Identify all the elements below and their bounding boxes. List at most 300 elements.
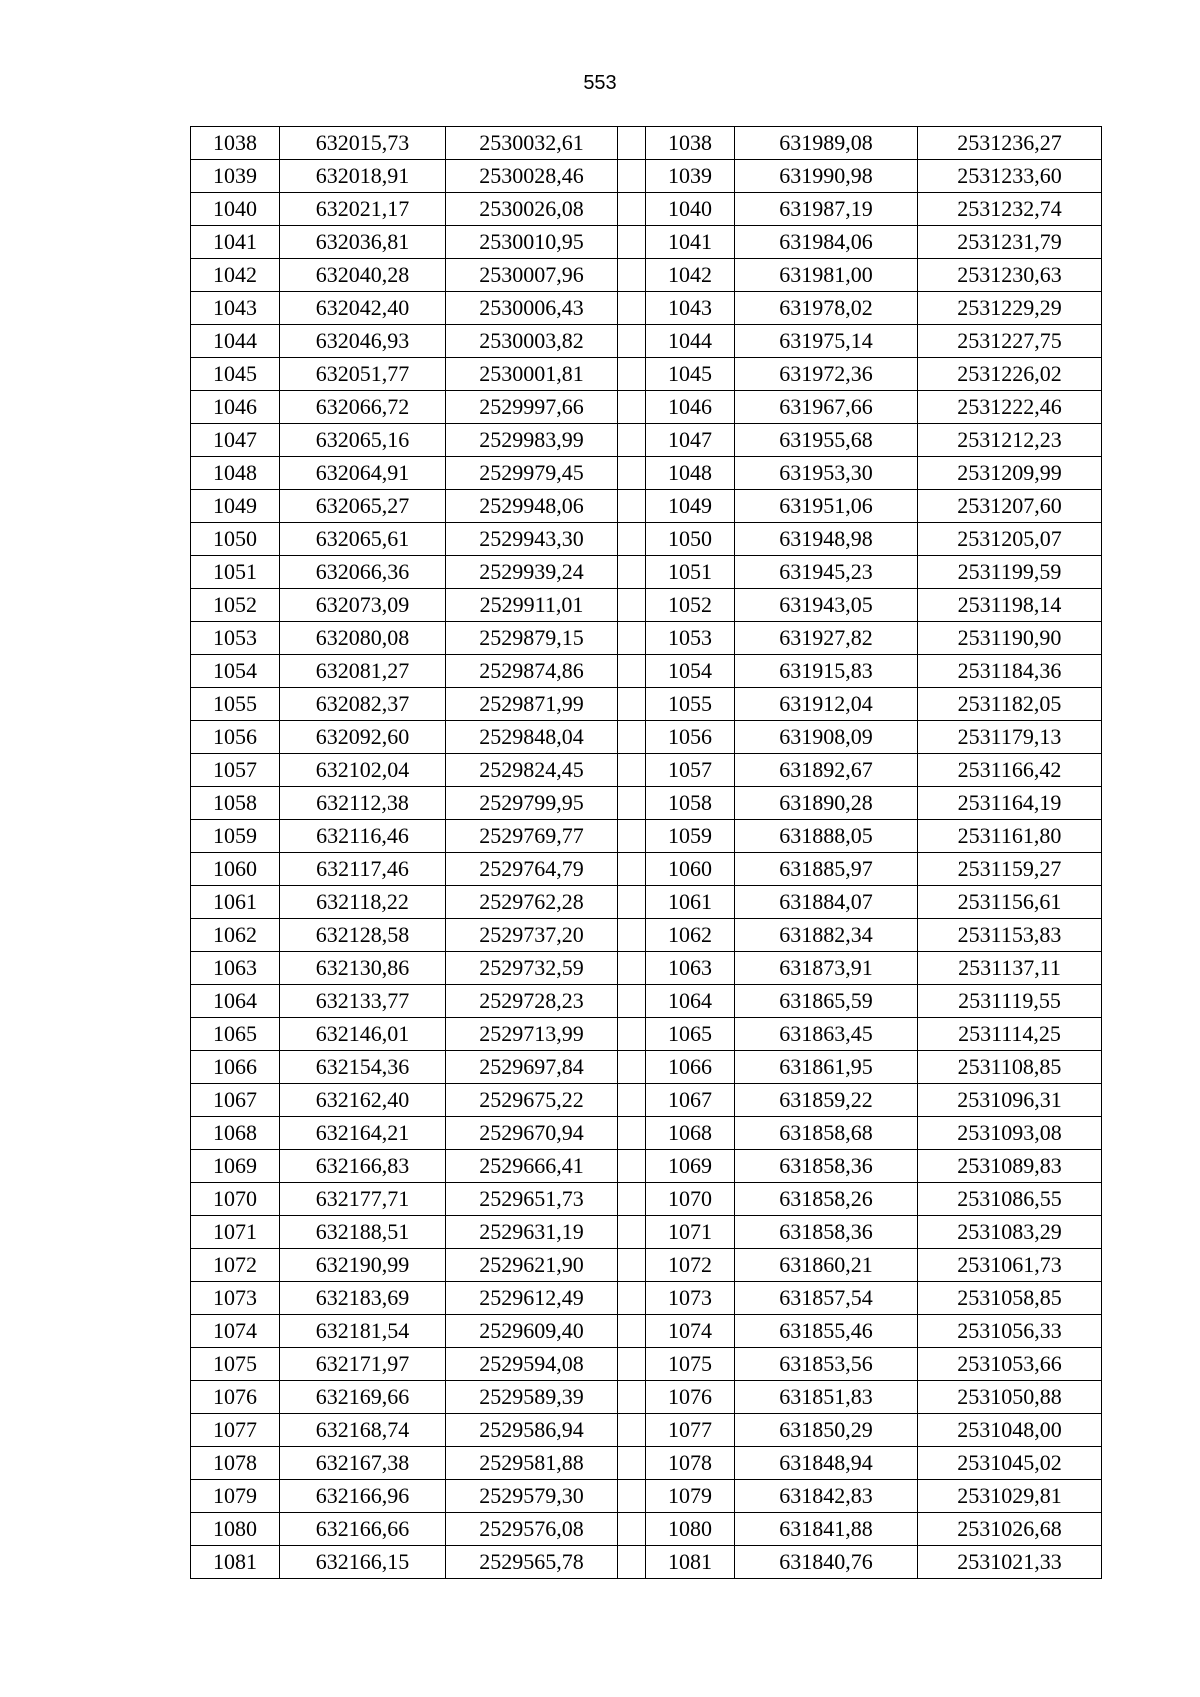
separator-cell: [618, 193, 646, 226]
right-y-coordinate-cell: 2531114,25: [918, 1018, 1102, 1051]
left-point-number-cell: 1047: [191, 424, 280, 457]
right-point-number-cell: 1058: [646, 787, 735, 820]
right-y-coordinate-cell: 2531236,27: [918, 127, 1102, 160]
left-point-number-cell: 1071: [191, 1216, 280, 1249]
right-point-number-cell: 1071: [646, 1216, 735, 1249]
left-x-coordinate-cell: 632183,69: [280, 1282, 446, 1315]
right-x-coordinate-cell: 631882,34: [735, 919, 918, 952]
left-point-number-cell: 1072: [191, 1249, 280, 1282]
table-row: [191, 358, 1102, 391]
left-point-number-cell: 1049: [191, 490, 280, 523]
right-x-coordinate-cell: 631865,59: [735, 985, 918, 1018]
coordinates-table-body: [191, 127, 1102, 1579]
left-point-number-cell: 1078: [191, 1447, 280, 1480]
table-row: [191, 688, 1102, 721]
table-row: [191, 1546, 1102, 1579]
left-point-number-cell: 1074: [191, 1315, 280, 1348]
table-row: [191, 259, 1102, 292]
right-y-coordinate-cell: 2531153,83: [918, 919, 1102, 952]
right-y-coordinate-cell: 2531231,79: [918, 226, 1102, 259]
right-y-coordinate-cell: 2531164,19: [918, 787, 1102, 820]
left-x-coordinate-cell: 632166,66: [280, 1513, 446, 1546]
separator-cell: [618, 160, 646, 193]
left-point-number-cell: 1040: [191, 193, 280, 226]
left-y-coordinate-cell: 2529997,66: [446, 391, 618, 424]
separator-cell: [618, 523, 646, 556]
left-x-coordinate-cell: 632168,74: [280, 1414, 446, 1447]
table-row: [191, 1084, 1102, 1117]
left-point-number-cell: 1045: [191, 358, 280, 391]
right-y-coordinate-cell: 2531184,36: [918, 655, 1102, 688]
right-y-coordinate-cell: 2531053,66: [918, 1348, 1102, 1381]
left-point-number-cell: 1067: [191, 1084, 280, 1117]
right-y-coordinate-cell: 2531233,60: [918, 160, 1102, 193]
left-y-coordinate-cell: 2529589,39: [446, 1381, 618, 1414]
left-x-coordinate-cell: 632046,93: [280, 325, 446, 358]
table-row: [191, 490, 1102, 523]
right-y-coordinate-cell: 2531212,23: [918, 424, 1102, 457]
right-x-coordinate-cell: 631855,46: [735, 1315, 918, 1348]
separator-cell: [618, 820, 646, 853]
right-y-coordinate-cell: 2531029,81: [918, 1480, 1102, 1513]
right-y-coordinate-cell: 2531048,00: [918, 1414, 1102, 1447]
left-y-coordinate-cell: 2529581,88: [446, 1447, 618, 1480]
left-y-coordinate-cell: 2529762,28: [446, 886, 618, 919]
left-y-coordinate-cell: 2529612,49: [446, 1282, 618, 1315]
separator-cell: [618, 919, 646, 952]
table-row: [191, 721, 1102, 754]
separator-cell: [618, 886, 646, 919]
right-point-number-cell: 1052: [646, 589, 735, 622]
right-point-number-cell: 1057: [646, 754, 735, 787]
page-number: 553: [583, 72, 617, 94]
left-x-coordinate-cell: 632133,77: [280, 985, 446, 1018]
right-y-coordinate-cell: 2531061,73: [918, 1249, 1102, 1282]
separator-cell: [618, 853, 646, 886]
left-x-coordinate-cell: 632066,72: [280, 391, 446, 424]
left-x-coordinate-cell: 632073,09: [280, 589, 446, 622]
table-row: [191, 952, 1102, 985]
right-y-coordinate-cell: 2531050,88: [918, 1381, 1102, 1414]
table-row: [191, 820, 1102, 853]
table-row: [191, 655, 1102, 688]
table-row: [191, 523, 1102, 556]
table-row: [191, 1216, 1102, 1249]
left-point-number-cell: 1038: [191, 127, 280, 160]
table-row: [191, 1315, 1102, 1348]
separator-cell: [618, 292, 646, 325]
table-row: [191, 919, 1102, 952]
right-point-number-cell: 1055: [646, 688, 735, 721]
right-y-coordinate-cell: 2531089,83: [918, 1150, 1102, 1183]
left-x-coordinate-cell: 632190,99: [280, 1249, 446, 1282]
left-point-number-cell: 1041: [191, 226, 280, 259]
right-x-coordinate-cell: 631972,36: [735, 358, 918, 391]
right-point-number-cell: 1075: [646, 1348, 735, 1381]
left-x-coordinate-cell: 632021,17: [280, 193, 446, 226]
right-y-coordinate-cell: 2531096,31: [918, 1084, 1102, 1117]
separator-cell: [618, 622, 646, 655]
right-x-coordinate-cell: 631981,00: [735, 259, 918, 292]
left-y-coordinate-cell: 2529948,06: [446, 490, 618, 523]
table-row: [191, 391, 1102, 424]
right-point-number-cell: 1081: [646, 1546, 735, 1579]
left-point-number-cell: 1044: [191, 325, 280, 358]
right-y-coordinate-cell: 2531179,13: [918, 721, 1102, 754]
left-y-coordinate-cell: 2529594,08: [446, 1348, 618, 1381]
left-y-coordinate-cell: 2529675,22: [446, 1084, 618, 1117]
left-y-coordinate-cell: 2529979,45: [446, 457, 618, 490]
right-point-number-cell: 1056: [646, 721, 735, 754]
right-point-number-cell: 1076: [646, 1381, 735, 1414]
right-x-coordinate-cell: 631841,88: [735, 1513, 918, 1546]
left-x-coordinate-cell: 632015,73: [280, 127, 446, 160]
right-point-number-cell: 1079: [646, 1480, 735, 1513]
left-x-coordinate-cell: 632181,54: [280, 1315, 446, 1348]
table-row: [191, 787, 1102, 820]
right-y-coordinate-cell: 2531108,85: [918, 1051, 1102, 1084]
left-y-coordinate-cell: 2529609,40: [446, 1315, 618, 1348]
left-point-number-cell: 1070: [191, 1183, 280, 1216]
coordinates-table: [190, 126, 1102, 1579]
left-point-number-cell: 1075: [191, 1348, 280, 1381]
left-point-number-cell: 1065: [191, 1018, 280, 1051]
separator-cell: [618, 1117, 646, 1150]
left-y-coordinate-cell: 2529983,99: [446, 424, 618, 457]
left-y-coordinate-cell: 2529911,01: [446, 589, 618, 622]
right-x-coordinate-cell: 631892,67: [735, 754, 918, 787]
left-y-coordinate-cell: 2529713,99: [446, 1018, 618, 1051]
left-point-number-cell: 1060: [191, 853, 280, 886]
right-y-coordinate-cell: 2531058,85: [918, 1282, 1102, 1315]
right-x-coordinate-cell: 631990,98: [735, 160, 918, 193]
left-y-coordinate-cell: 2530010,95: [446, 226, 618, 259]
right-x-coordinate-cell: 631850,29: [735, 1414, 918, 1447]
left-x-coordinate-cell: 632146,01: [280, 1018, 446, 1051]
left-point-number-cell: 1080: [191, 1513, 280, 1546]
right-y-coordinate-cell: 2531156,61: [918, 886, 1102, 919]
left-x-coordinate-cell: 632128,58: [280, 919, 446, 952]
table-row: [191, 1150, 1102, 1183]
right-point-number-cell: 1060: [646, 853, 735, 886]
left-x-coordinate-cell: 632092,60: [280, 721, 446, 754]
table-row: [191, 1414, 1102, 1447]
left-point-number-cell: 1056: [191, 721, 280, 754]
left-y-coordinate-cell: 2529586,94: [446, 1414, 618, 1447]
right-y-coordinate-cell: 2531182,05: [918, 688, 1102, 721]
left-point-number-cell: 1054: [191, 655, 280, 688]
table-row: [191, 622, 1102, 655]
left-y-coordinate-cell: 2529666,41: [446, 1150, 618, 1183]
right-point-number-cell: 1054: [646, 655, 735, 688]
left-y-coordinate-cell: 2529824,45: [446, 754, 618, 787]
table-row: [191, 1381, 1102, 1414]
left-y-coordinate-cell: 2529728,23: [446, 985, 618, 1018]
table-row: [191, 424, 1102, 457]
right-y-coordinate-cell: 2531021,33: [918, 1546, 1102, 1579]
left-point-number-cell: 1055: [191, 688, 280, 721]
right-x-coordinate-cell: 631842,83: [735, 1480, 918, 1513]
right-x-coordinate-cell: 631967,66: [735, 391, 918, 424]
table-row: [191, 1183, 1102, 1216]
right-point-number-cell: 1048: [646, 457, 735, 490]
right-y-coordinate-cell: 2531166,42: [918, 754, 1102, 787]
right-x-coordinate-cell: 631861,95: [735, 1051, 918, 1084]
right-x-coordinate-cell: 631840,76: [735, 1546, 918, 1579]
left-point-number-cell: 1073: [191, 1282, 280, 1315]
separator-cell: [618, 1348, 646, 1381]
separator-cell: [618, 490, 646, 523]
right-point-number-cell: 1066: [646, 1051, 735, 1084]
left-y-coordinate-cell: 2529769,77: [446, 820, 618, 853]
right-x-coordinate-cell: 631975,14: [735, 325, 918, 358]
right-point-number-cell: 1062: [646, 919, 735, 952]
right-x-coordinate-cell: 631989,08: [735, 127, 918, 160]
right-point-number-cell: 1065: [646, 1018, 735, 1051]
right-x-coordinate-cell: 631884,07: [735, 886, 918, 919]
right-point-number-cell: 1040: [646, 193, 735, 226]
right-point-number-cell: 1080: [646, 1513, 735, 1546]
table-row: [191, 1117, 1102, 1150]
right-y-coordinate-cell: 2531205,07: [918, 523, 1102, 556]
left-point-number-cell: 1069: [191, 1150, 280, 1183]
left-x-coordinate-cell: 632166,83: [280, 1150, 446, 1183]
left-x-coordinate-cell: 632066,36: [280, 556, 446, 589]
separator-cell: [618, 127, 646, 160]
separator-cell: [618, 1447, 646, 1480]
left-point-number-cell: 1051: [191, 556, 280, 589]
right-x-coordinate-cell: 631951,06: [735, 490, 918, 523]
right-point-number-cell: 1059: [646, 820, 735, 853]
separator-cell: [618, 259, 646, 292]
left-y-coordinate-cell: 2530001,81: [446, 358, 618, 391]
table-row: [191, 1282, 1102, 1315]
left-x-coordinate-cell: 632040,28: [280, 259, 446, 292]
right-y-coordinate-cell: 2531159,27: [918, 853, 1102, 886]
table-row: [191, 325, 1102, 358]
right-point-number-cell: 1063: [646, 952, 735, 985]
left-x-coordinate-cell: 632130,86: [280, 952, 446, 985]
right-y-coordinate-cell: 2531227,75: [918, 325, 1102, 358]
right-y-coordinate-cell: 2531119,55: [918, 985, 1102, 1018]
separator-cell: [618, 655, 646, 688]
right-x-coordinate-cell: 631859,22: [735, 1084, 918, 1117]
right-x-coordinate-cell: 631863,45: [735, 1018, 918, 1051]
left-x-coordinate-cell: 632169,66: [280, 1381, 446, 1414]
separator-cell: [618, 1315, 646, 1348]
right-point-number-cell: 1051: [646, 556, 735, 589]
separator-cell: [618, 721, 646, 754]
left-x-coordinate-cell: 632102,04: [280, 754, 446, 787]
left-point-number-cell: 1068: [191, 1117, 280, 1150]
left-x-coordinate-cell: 632036,81: [280, 226, 446, 259]
right-x-coordinate-cell: 631858,26: [735, 1183, 918, 1216]
left-y-coordinate-cell: 2530032,61: [446, 127, 618, 160]
right-x-coordinate-cell: 631888,05: [735, 820, 918, 853]
separator-cell: [618, 589, 646, 622]
left-y-coordinate-cell: 2529651,73: [446, 1183, 618, 1216]
table-row: [191, 754, 1102, 787]
left-y-coordinate-cell: 2529621,90: [446, 1249, 618, 1282]
table-row: [191, 160, 1102, 193]
right-point-number-cell: 1068: [646, 1117, 735, 1150]
left-x-coordinate-cell: 632064,91: [280, 457, 446, 490]
left-point-number-cell: 1052: [191, 589, 280, 622]
left-y-coordinate-cell: 2529939,24: [446, 556, 618, 589]
left-point-number-cell: 1039: [191, 160, 280, 193]
separator-cell: [618, 556, 646, 589]
right-x-coordinate-cell: 631857,54: [735, 1282, 918, 1315]
separator-cell: [618, 1084, 646, 1117]
right-point-number-cell: 1072: [646, 1249, 735, 1282]
right-point-number-cell: 1044: [646, 325, 735, 358]
separator-cell: [618, 1018, 646, 1051]
right-x-coordinate-cell: 631912,04: [735, 688, 918, 721]
right-point-number-cell: 1039: [646, 160, 735, 193]
right-point-number-cell: 1074: [646, 1315, 735, 1348]
left-x-coordinate-cell: 632018,91: [280, 160, 446, 193]
right-x-coordinate-cell: 631915,83: [735, 655, 918, 688]
left-point-number-cell: 1057: [191, 754, 280, 787]
right-x-coordinate-cell: 631955,68: [735, 424, 918, 457]
right-point-number-cell: 1050: [646, 523, 735, 556]
left-point-number-cell: 1042: [191, 259, 280, 292]
right-point-number-cell: 1038: [646, 127, 735, 160]
right-x-coordinate-cell: 631945,23: [735, 556, 918, 589]
left-x-coordinate-cell: 632112,38: [280, 787, 446, 820]
right-x-coordinate-cell: 631858,68: [735, 1117, 918, 1150]
left-y-coordinate-cell: 2530006,43: [446, 292, 618, 325]
right-point-number-cell: 1070: [646, 1183, 735, 1216]
left-y-coordinate-cell: 2529764,79: [446, 853, 618, 886]
left-y-coordinate-cell: 2530028,46: [446, 160, 618, 193]
left-x-coordinate-cell: 632164,21: [280, 1117, 446, 1150]
table-row: [191, 589, 1102, 622]
separator-cell: [618, 1546, 646, 1579]
separator-cell: [618, 424, 646, 457]
left-x-coordinate-cell: 632166,96: [280, 1480, 446, 1513]
left-point-number-cell: 1048: [191, 457, 280, 490]
separator-cell: [618, 1513, 646, 1546]
right-y-coordinate-cell: 2531199,59: [918, 556, 1102, 589]
left-point-number-cell: 1076: [191, 1381, 280, 1414]
left-y-coordinate-cell: 2529579,30: [446, 1480, 618, 1513]
right-point-number-cell: 1077: [646, 1414, 735, 1447]
right-x-coordinate-cell: 631853,56: [735, 1348, 918, 1381]
right-x-coordinate-cell: 631858,36: [735, 1216, 918, 1249]
table-row: [191, 886, 1102, 919]
left-x-coordinate-cell: 632116,46: [280, 820, 446, 853]
separator-cell: [618, 358, 646, 391]
table-row: [191, 1447, 1102, 1480]
right-point-number-cell: 1047: [646, 424, 735, 457]
separator-cell: [618, 1216, 646, 1249]
table-row: [191, 1249, 1102, 1282]
right-x-coordinate-cell: 631908,09: [735, 721, 918, 754]
right-x-coordinate-cell: 631885,97: [735, 853, 918, 886]
left-x-coordinate-cell: 632177,71: [280, 1183, 446, 1216]
right-point-number-cell: 1053: [646, 622, 735, 655]
left-x-coordinate-cell: 632162,40: [280, 1084, 446, 1117]
left-x-coordinate-cell: 632117,46: [280, 853, 446, 886]
table-row: [191, 556, 1102, 589]
right-point-number-cell: 1061: [646, 886, 735, 919]
right-point-number-cell: 1078: [646, 1447, 735, 1480]
table-row: [191, 853, 1102, 886]
left-y-coordinate-cell: 2529943,30: [446, 523, 618, 556]
table-row: [191, 1348, 1102, 1381]
right-y-coordinate-cell: 2531207,60: [918, 490, 1102, 523]
right-x-coordinate-cell: 631860,21: [735, 1249, 918, 1282]
left-y-coordinate-cell: 2530007,96: [446, 259, 618, 292]
table-row: [191, 985, 1102, 1018]
left-y-coordinate-cell: 2529879,15: [446, 622, 618, 655]
right-y-coordinate-cell: 2531161,80: [918, 820, 1102, 853]
left-point-number-cell: 1063: [191, 952, 280, 985]
left-point-number-cell: 1061: [191, 886, 280, 919]
right-x-coordinate-cell: 631858,36: [735, 1150, 918, 1183]
left-y-coordinate-cell: 2529871,99: [446, 688, 618, 721]
right-x-coordinate-cell: 631948,98: [735, 523, 918, 556]
left-point-number-cell: 1064: [191, 985, 280, 1018]
right-y-coordinate-cell: 2531209,99: [918, 457, 1102, 490]
table-row: [191, 226, 1102, 259]
left-x-coordinate-cell: 632065,27: [280, 490, 446, 523]
right-x-coordinate-cell: 631873,91: [735, 952, 918, 985]
separator-cell: [618, 1150, 646, 1183]
left-point-number-cell: 1053: [191, 622, 280, 655]
right-x-coordinate-cell: 631984,06: [735, 226, 918, 259]
right-point-number-cell: 1049: [646, 490, 735, 523]
left-x-coordinate-cell: 632167,38: [280, 1447, 446, 1480]
left-x-coordinate-cell: 632051,77: [280, 358, 446, 391]
right-y-coordinate-cell: 2531222,46: [918, 391, 1102, 424]
left-y-coordinate-cell: 2530003,82: [446, 325, 618, 358]
right-x-coordinate-cell: 631978,02: [735, 292, 918, 325]
right-y-coordinate-cell: 2531190,90: [918, 622, 1102, 655]
table-row: [191, 457, 1102, 490]
right-y-coordinate-cell: 2531045,02: [918, 1447, 1102, 1480]
right-y-coordinate-cell: 2531137,11: [918, 952, 1102, 985]
left-y-coordinate-cell: 2529732,59: [446, 952, 618, 985]
right-x-coordinate-cell: 631890,28: [735, 787, 918, 820]
right-point-number-cell: 1069: [646, 1150, 735, 1183]
right-x-coordinate-cell: 631848,94: [735, 1447, 918, 1480]
separator-cell: [618, 1051, 646, 1084]
right-y-coordinate-cell: 2531226,02: [918, 358, 1102, 391]
left-x-coordinate-cell: 632154,36: [280, 1051, 446, 1084]
separator-cell: [618, 985, 646, 1018]
right-point-number-cell: 1067: [646, 1084, 735, 1117]
right-point-number-cell: 1041: [646, 226, 735, 259]
right-point-number-cell: 1043: [646, 292, 735, 325]
left-y-coordinate-cell: 2530026,08: [446, 193, 618, 226]
left-point-number-cell: 1046: [191, 391, 280, 424]
separator-cell: [618, 1183, 646, 1216]
right-x-coordinate-cell: 631927,82: [735, 622, 918, 655]
left-point-number-cell: 1081: [191, 1546, 280, 1579]
left-x-coordinate-cell: 632118,22: [280, 886, 446, 919]
right-x-coordinate-cell: 631987,19: [735, 193, 918, 226]
left-point-number-cell: 1043: [191, 292, 280, 325]
right-point-number-cell: 1042: [646, 259, 735, 292]
left-point-number-cell: 1058: [191, 787, 280, 820]
left-x-coordinate-cell: 632171,97: [280, 1348, 446, 1381]
table-row: [191, 127, 1102, 160]
table-row: [191, 1051, 1102, 1084]
left-point-number-cell: 1062: [191, 919, 280, 952]
left-point-number-cell: 1079: [191, 1480, 280, 1513]
